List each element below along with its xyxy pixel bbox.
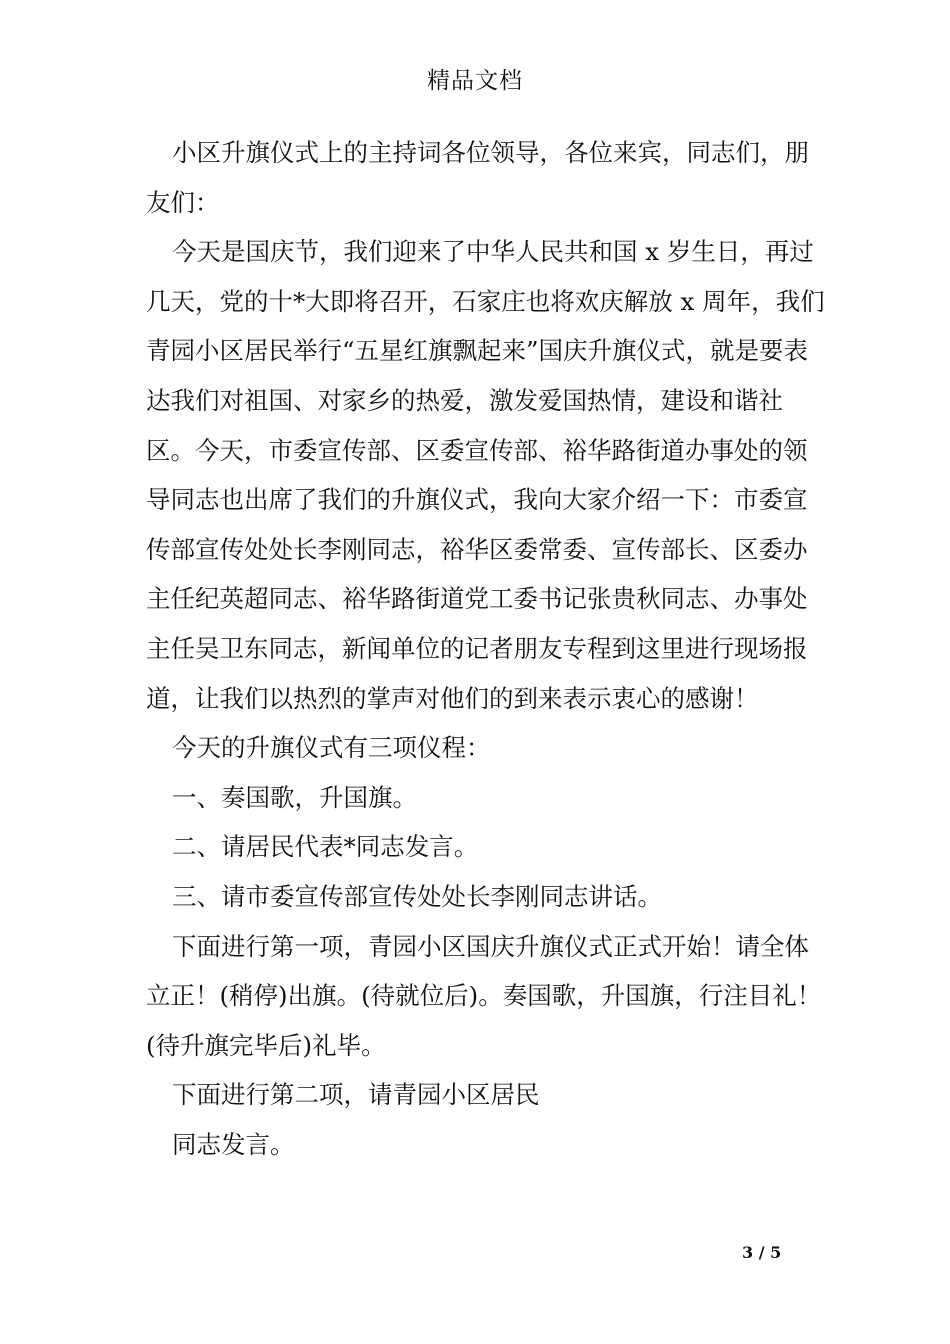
page-number: 3 / 5 (742, 1243, 782, 1262)
paragraph-introduction: 今天是国庆节，我们迎来了中华人民共和国 x 岁生日，再过几天，党的十*大即将召开，石家庄也将欢庆解放 x 周年，我们青园小区居民举行“五星红旗飘起来”国庆升旗仪式，就是要表达我们对祖国、对家乡的热爱，激发爱国热情，建设和谐社区。今天，市委宣传部、区委宣传部、裕华路街道办事处的领导同志也出席了我们的升旗仪式，我向大家介绍一下：市委宣传部宣传处处长李刚同志，裕华区委常委、宣传部长、区委办主任纪英超同志、裕华路街道党工委书记张贵秋同志、办事处主任吴卫东同志，新闻单位的记者朋友专程到这里进行现场报道，让我们以热烈的掌声对他们的到来表示衷心的感谢！ (146, 237, 825, 713)
agenda-item-3: 三、请市委宣传部宣传处处长李刚同志讲话。 (172, 881, 662, 911)
document-body (146, 128, 826, 1169)
paragraph-greeting: 小区升旗仪式上的主持词各位领导，各位来宾，同志们，朋友们： (146, 138, 809, 217)
agenda-item-2: 二、请居民代表*同志发言。 (172, 832, 479, 862)
paragraph-agenda-intro: 今天的升旗仪式有三项仪程： (172, 733, 491, 763)
agenda-item-1: 一、奏国歌，升国旗。 (172, 782, 417, 812)
paragraph-second-item: 下面进行第二项，请青园小区居民 (172, 1080, 540, 1110)
paragraph-first-item: 下面进行第一项，青园小区国庆升旗仪式正式开始！请全体立正！(稍停)出旗。(待就位后)。奏国歌，升国旗，行注目礼！(待升旗完毕后)礼毕。 (146, 931, 822, 1060)
page-header-title: 精品文档 (427, 68, 523, 94)
paragraph-speech: 同志发言。 (172, 1129, 295, 1159)
